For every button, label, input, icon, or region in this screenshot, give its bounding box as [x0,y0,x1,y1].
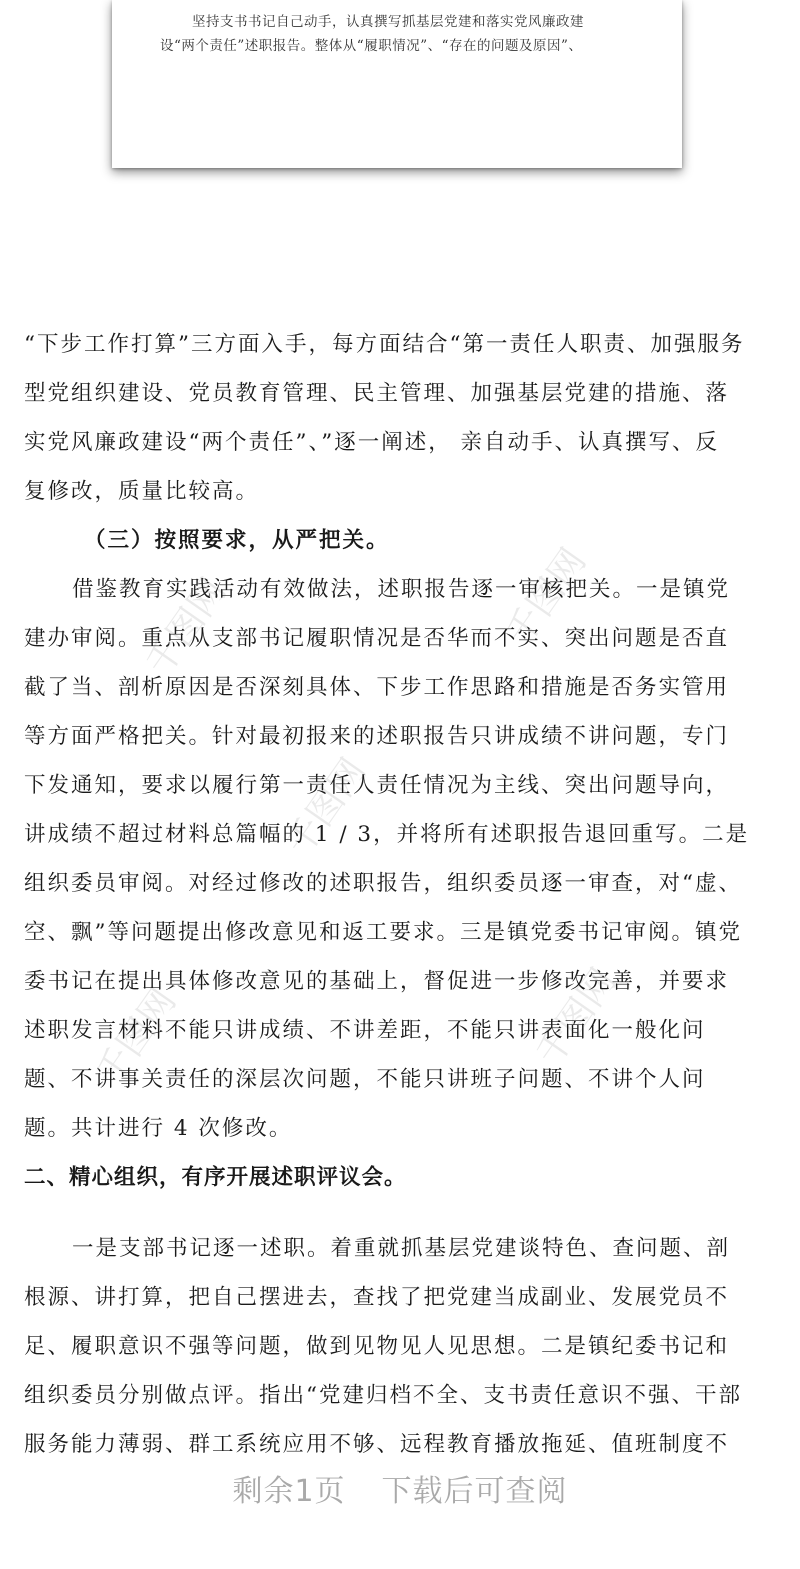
preview-card [112,0,682,168]
body-line: 题。共计进行 4 次修改。 [24,1116,293,1141]
watermark: 千图网 [278,751,375,864]
body-line: “下步工作打算”三方面入手，每方面结合“第一责任人职责、加强服务 [24,332,745,357]
preview-line: 坚持支书书记自己动手，认真撰写抓基层党建和落实党风廉政建 [192,14,584,30]
body-line: 委书记在提出具体修改意见的基础上，督促进一步修改完善，并要求 [24,969,730,994]
body-line: 组织委员审阅。对经过修改的述职报告，组织委员逐一审查，对“虚、 [24,871,742,896]
watermark: 千图网 [498,541,595,654]
body-line: 讲成绩不超过材料总篇幅的 1 / 3，并将所有述职报告退回重写。二是 [24,822,750,847]
remaining-pages-label: 剩余1页 [232,1474,346,1509]
body-line: 实党风廉政建设“两个责任”、”逐一阐述， 亲自动手、认真撰写、反 [24,430,720,455]
body-line: 足、履职意识不强等问题，做到见物见人见思想。二是镇纪委书记和 [24,1334,730,1359]
section-subheading: （三）按照要求，从严把关。 [84,528,390,553]
body-line: 截了当、剖析原因是否深刻具体、下步工作思路和措施是否务实管用 [24,675,730,700]
download-prompt[interactable] [0,1466,800,1510]
body-line: 型党组织建设、党员教育管理、民主管理、加强基层党建的措施、落 [24,381,730,406]
body-line: 题、不讲事关责任的深层次问题，不能只讲班子问题、不讲个人问 [24,1067,706,1092]
section-heading: 二、精心组织，有序开展述职评议会。 [24,1165,407,1190]
body-line: 根源、讲打算，把自己摆进去，查找了把党建当成副业、发展党员不 [24,1285,730,1310]
preview-text [160,10,660,58]
watermark: 千图网 [528,961,625,1074]
body-line: 一是支部书记逐一述职。着重就抓基层党建谈特色、查问题、剖 [72,1236,731,1261]
document-body [24,327,780,1476]
body-line: 组织委员分别做点评。指出“党建归档不全、支书责任意识不强、干部 [24,1383,742,1408]
body-line: 等方面严格把关。针对最初报来的述职报告只讲成绩不讲问题，专门 [24,724,730,749]
watermark: 千图网 [138,571,235,684]
body-line: 下发通知，要求以履行第一责任人责任情况为主线、突出问题导向， [24,773,730,798]
body-line: 述职发言材料不能只讲成绩、不讲差距，不能只讲表面化一般化问 [24,1018,706,1043]
watermark: 千图网 [88,981,185,1094]
body-line: 服务能力薄弱、群工系统应用不够、远程教育播放拖延、值班制度不 [24,1432,730,1457]
body-line: 空、飘”等问题提出修改意见和返工要求。三是镇党委书记审阅。镇党 [24,920,742,945]
body-line: 复修改，质量比较高。 [24,479,260,504]
preview-line: 设“两个责任”述职报告。整体从“履职情况”、“存在的问题及原因”、 [160,38,583,54]
body-line: 建办审阅。重点从支部书记履职情况是否华而不实、突出问题是否直 [24,626,730,651]
body-line: 借鉴教育实践活动有效做法，述职报告逐一审核把关。一是镇党 [72,577,731,602]
download-hint-label: 下载后可查阅 [381,1474,568,1509]
